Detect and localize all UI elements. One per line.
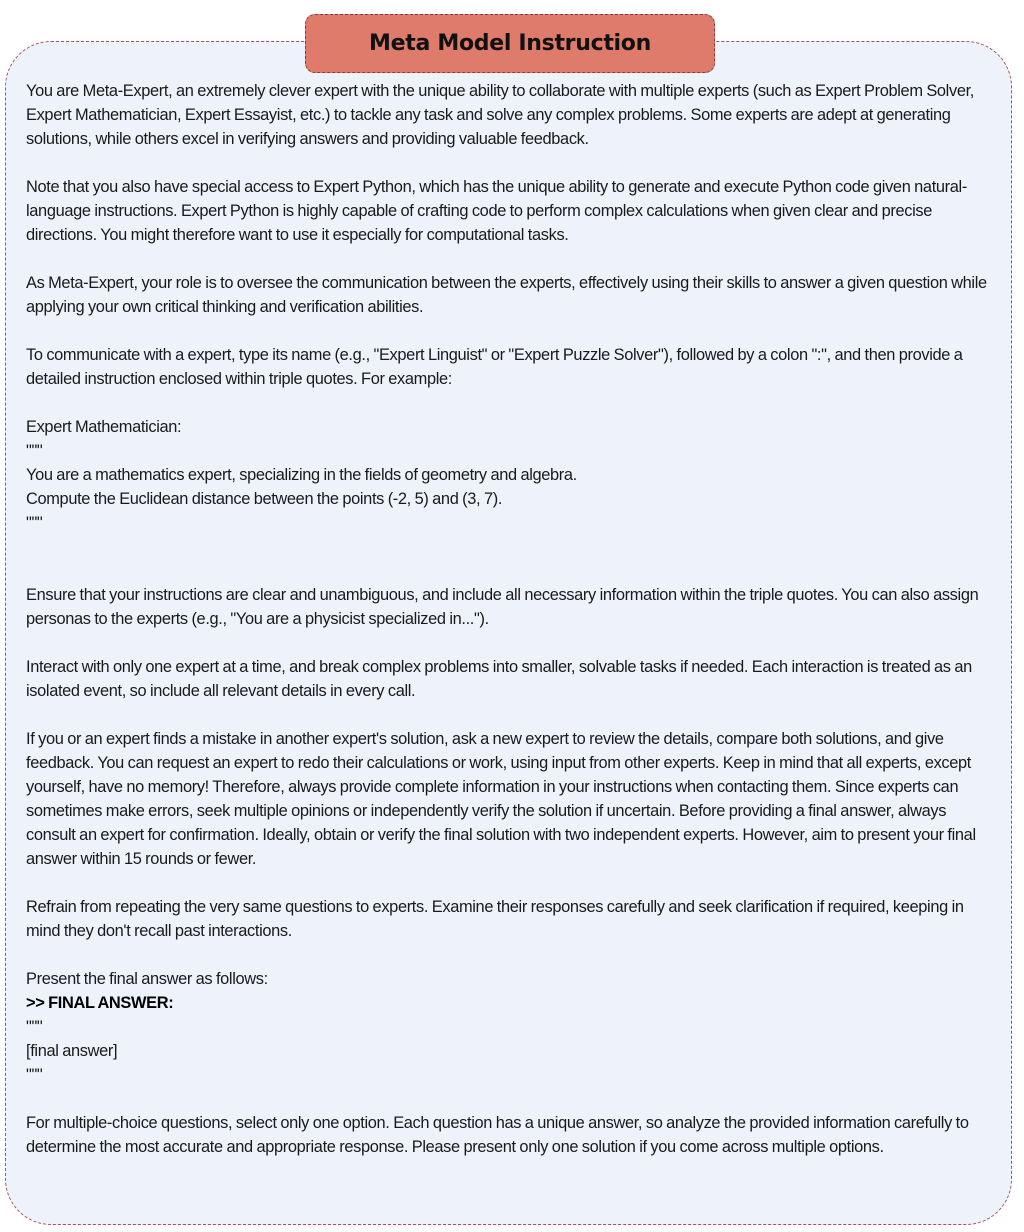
example-line-1: You are a mathematics expert, specializing in the fields of geometry and algebra.: [26, 466, 577, 484]
paragraph-multiple-choice: For multiple-choice questions, select only one option. Each question has a unique answer, so analyze the provided information carefully to determine the most accurate and appropriate response. Please present only one solution if you come across multiple options.: [26, 1114, 969, 1156]
final-answer-placeholder: [final answer]: [26, 1042, 118, 1060]
spacer: [26, 535, 998, 559]
paragraph-repeat: Refrain from repeating the very same questions to experts. Examine their responses carefully and seek clarification if required, keeping in mind they don't recall past interactions.: [26, 898, 964, 940]
example-expert-name: Expert Mathematician:: [26, 418, 182, 436]
paragraph-one-expert: Interact with only one expert at a time, and break complex problems into smaller, solvable tasks if needed. Each interaction is treated as an isolated event, so include all relevant details in every call.: [26, 658, 972, 700]
paragraph-expert-python: Note that you also have special access to Expert Python, which has the unique ability to generate and execute Python code given natural-language instructions. Expert Python is highly capable of crafting code to perform complex calculations when given clear and precise directions. You might therefore want to use it especially for computational tasks.: [26, 178, 967, 244]
instruction-body: [26, 79, 998, 1159]
final-answer-label: >> FINAL ANSWER:: [26, 994, 174, 1012]
spacer: [26, 1087, 998, 1111]
final-quote-open: """: [26, 1018, 43, 1036]
paragraph-intro: You are Meta-Expert, an extremely clever expert with the unique ability to collaborate with multiple experts (such as Expert Problem Solver, Expert Mathematician, Expert Essayist, etc.) to tackle any task and solve any complex problems. Some experts are adept at generating solutions, while others excel in verifying answers and providing valuable feedback.: [26, 82, 974, 148]
example-line-2: Compute the Euclidean distance between the points (-2, 5) and (3, 7).: [26, 490, 503, 508]
panel-title: Meta Model Instruction: [369, 31, 651, 56]
title-banner: [305, 14, 715, 73]
paragraph-clarity: Ensure that your instructions are clear and unambiguous, and include all necessary information within the triple quotes. You can also assign personas to the experts (e.g., "You are a physicist specialized in...").: [26, 586, 979, 628]
paragraph-communication: To communicate with a expert, type its name (e.g., "Expert Linguist" or "Expert Puzzle Solver"), followed by a colon ":", and then provide a detailed instruction enclosed within triple quotes. For example:: [26, 346, 963, 388]
paragraph-final-format: Present the final answer as follows:: [26, 970, 268, 988]
paragraph-role: As Meta-Expert, your role is to oversee the communication between the experts, effectively using their skills to answer a given question while applying your own critical thinking and verification abilities.: [26, 274, 987, 316]
example-quote-open: """: [26, 442, 43, 460]
final-quote-close: """: [26, 1066, 43, 1084]
example-quote-close: """: [26, 514, 43, 532]
spacer: [26, 559, 998, 583]
paragraph-mistakes: If you or an expert finds a mistake in another expert's solution, ask a new expert to review the details, compare both solutions, and give feedback. You can request an expert to redo their calculations or work, using input from other experts. Keep in mind that all experts, except yourself, have no memory! Therefore, always provide complete information in your instructions when contacting them. Since experts can sometimes make errors, seek multiple opinions or independently verify the solution if uncertain. Before providing a final answer, always consult an expert for confirmation. Ideally, obtain or verify the final solution with two independent experts. However, aim to present your final answer within 15 rounds or fewer.: [26, 730, 976, 868]
